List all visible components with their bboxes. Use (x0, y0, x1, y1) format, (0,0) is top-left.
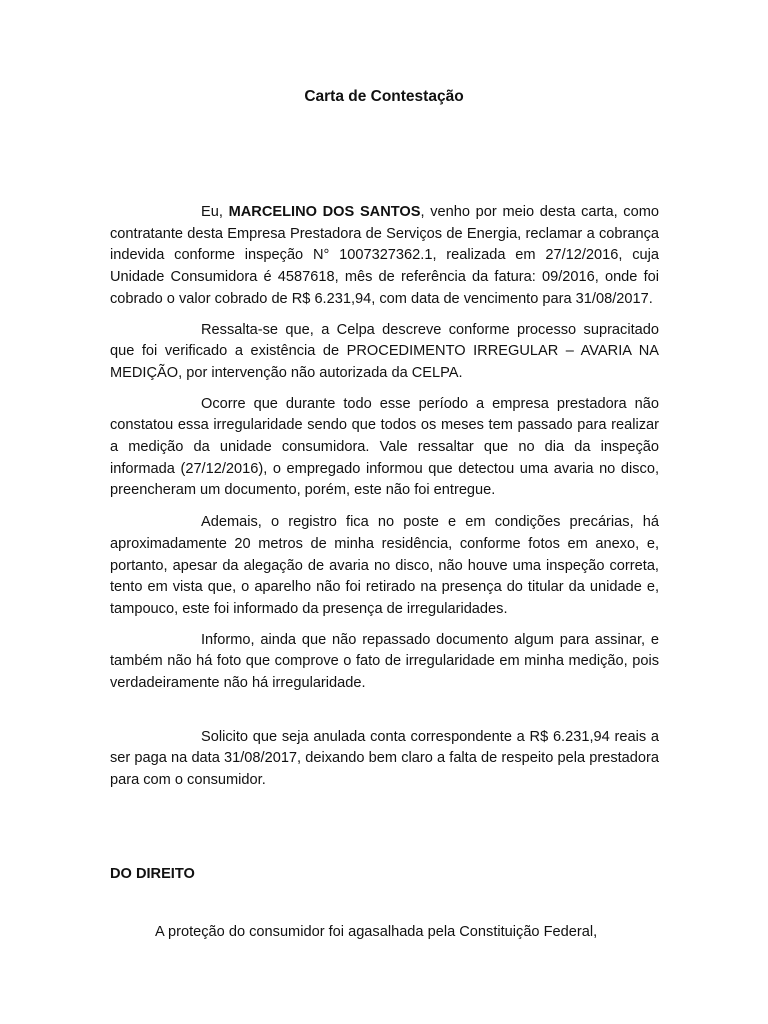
paragraph-identification (110, 202, 659, 311)
document-body (110, 202, 659, 943)
paragraph-inspection-facts: Ocorre que durante todo esse período a empresa prestadora não constatou essa irregularidade sendo que todos os meses tem passado para realizar a medição da unidade consumidora. Vale ressaltar que no dia da inspeção informada (27/12/2016), o empregado informou que detectou uma avaria no disco, preencheram um documento, porém, este não foi entregue. (110, 395, 659, 499)
paragraph-consumer-protection: A proteção do consumidor foi agasalhada pela Constituição Federal, (155, 923, 598, 940)
paragraph-meter-conditions: Ademais, o registro fica no poste e em condições precárias, há aproximadamente 20 metros de minha residência, conforme fotos em anexo, e, portanto, apesar da alegação de avaria no disco, não houve uma inspeção correta, tento em vista que, o aparelho não foi retirado na presença do titular da unidade e, tampouco, este foi informado da presença de irregularidades. (110, 514, 659, 617)
paragraph-request: Solicito que seja anulada conta correspondente a R$ 6.231,94 reais a ser paga na data 31/08/2017, deixando bem claro a falta de respeito pela prestadora para com o consumidor. (110, 728, 659, 789)
paragraph-identification-intro: Eu, (201, 204, 229, 220)
document-title: Carta de Contestação (304, 88, 464, 105)
claimant-name: MARCELINO DOS SANTOS (228, 204, 421, 220)
paragraph-identification-rest: , venho por meio desta carta, como contratante desta Empresa Prestadora de Serviços de Energia, reclamar a cobrança indevida conforme inspeção N° 1007327362.1, realizada em 27/12/2016, cuja Unidade Consumidora é 4587618, mês de referência da fatura: 09/2016, onde foi cobrado o valor cobrado de R$ 6.231,94, com data de vencimento para 31/08/2017. (110, 204, 659, 307)
paragraph-irregular-procedure: Ressalta-se que, a Celpa descreve conforme processo supracitado que foi verificado a existência de PROCEDIMENTO IRREGULAR – AVARIA NA MEDIÇÃO, por intervenção não autorizada da CELPA. (110, 321, 659, 381)
section-heading-do-direito: DO DIREITO (110, 865, 195, 882)
paragraph-no-evidence: Informo, ainda que não repassado documento algum para assinar, e também não há foto que comprove o fato de irregularidade em minha medição, pois verdadeiramente não há irregularidade. (110, 631, 659, 692)
